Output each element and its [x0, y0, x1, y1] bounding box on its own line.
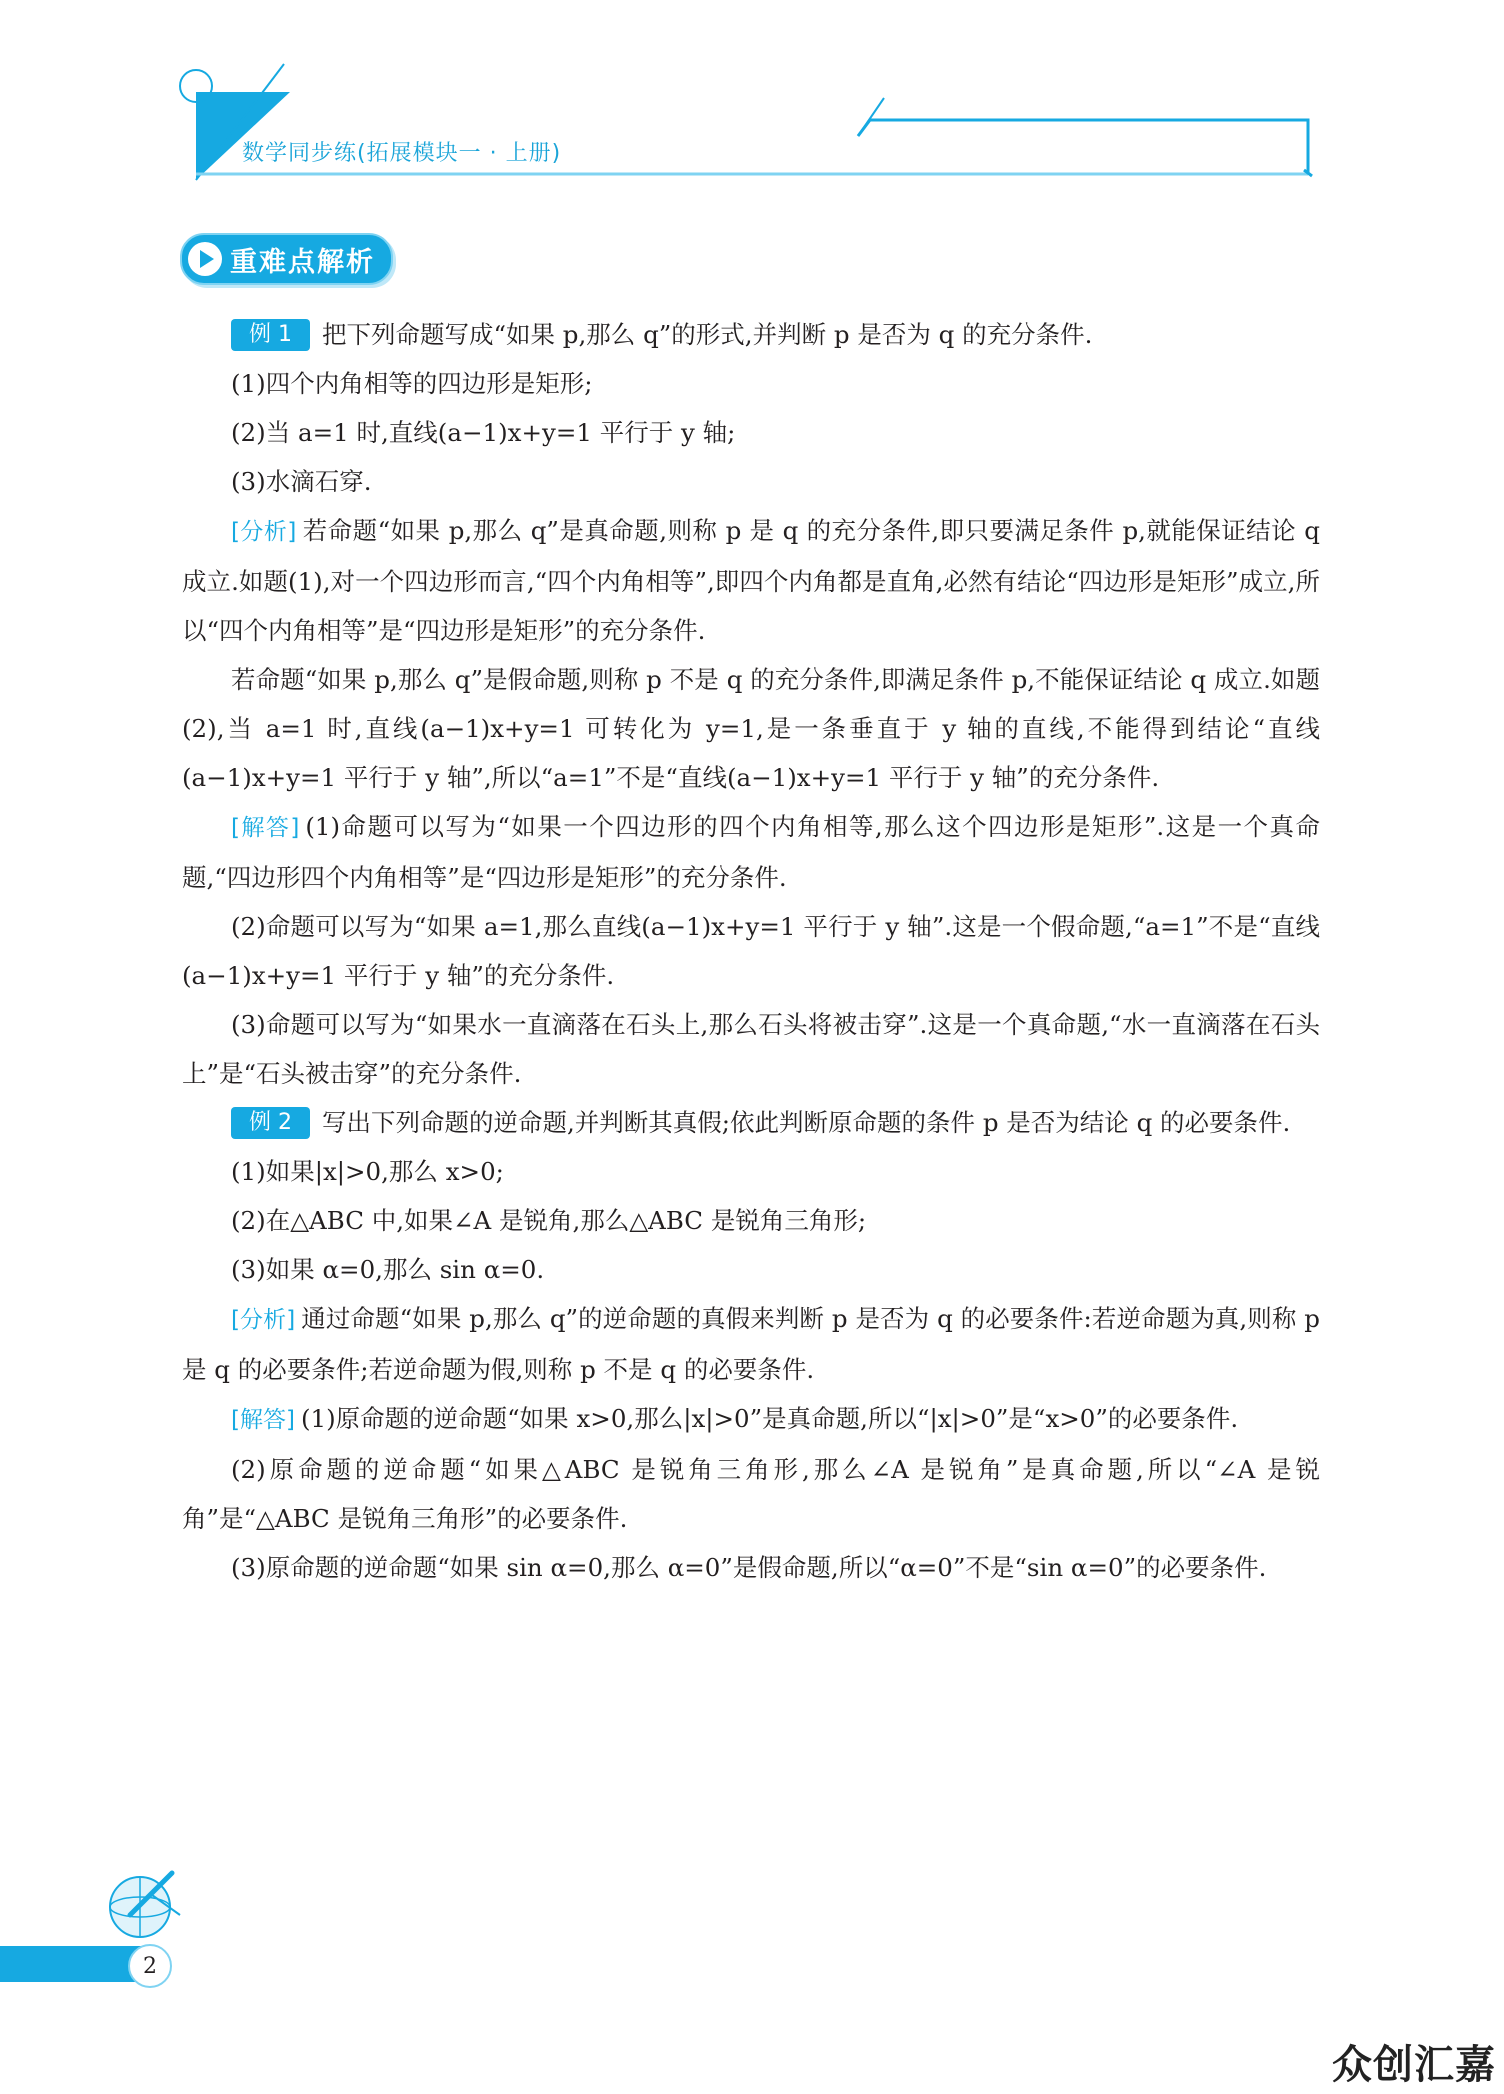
answer-tag: [解答] [231, 815, 300, 841]
example1-question [182, 310, 1320, 359]
example1-answer-3: (3)命题可以写为“如果水一直滴落在石头上,那么石头将被击穿”.这是一个真命题,“水一直滴落在石头上”是“石头被击穿”的充分条件. [182, 1010, 1320, 1088]
example2-answer-2: (2)原命题的逆命题“如果△ABC 是锐角三角形,那么∠A 是锐角”是真命题,所以“∠A 是锐角”是“△ABC 是锐角三角形”的必要条件. [182, 1455, 1320, 1533]
example2-answer-3: (3)原命题的逆命题“如果 sin α=0,那么 α=0”是假命题,所以“α=0”不是“sin α=0”的必要条件. [231, 1553, 1267, 1582]
section-pill [180, 233, 393, 285]
example1-answer-1 [182, 802, 1320, 902]
example1-analysis-1-text: 若命题“如果 p,那么 q”是真命题,则称 p 是 q 的充分条件,即只要满足条件 p,就能保证结论 q 成立.如题(1),对一个四边形而言,“四个内角相等”,即四个内角都是直角,必然有结论“四边形是矩形”成立,所以“四个内角相等”是“四边形是矩形”的充分条件. [182, 516, 1320, 645]
example1-answer-2: (2)命题可以写为“如果 a=1,那么直线(a−1)x+y=1 平行于 y 轴”.这是一个假命题,“a=1”不是“直线(a−1)x+y=1 平行于 y 轴”的充分条件. [182, 912, 1320, 990]
example1-analysis-1 [182, 506, 1320, 655]
example1-badge: 例 1 [231, 319, 310, 351]
example2-question [182, 1098, 1320, 1147]
example2-item-2: (2)在△ABC 中,如果∠A 是锐角,那么△ABC 是锐角三角形; [231, 1206, 867, 1235]
globe-telescope-icon [100, 1855, 190, 1945]
answer-tag: [解答] [231, 1407, 295, 1433]
play-icon [188, 242, 222, 276]
example2-item-1: (1)如果|x|>0,那么 x>0; [231, 1157, 504, 1186]
example2-analysis-1 [182, 1294, 1320, 1394]
example2-item-3: (3)如果 α=0,那么 sin α=0. [231, 1255, 545, 1284]
example2-answer-1-text: (1)原命题的逆命题“如果 x>0,那么|x|>0”是真命题,所以“|x|>0”是“x>0”的必要条件. [300, 1404, 1239, 1433]
example1-item-3: (3)水滴石穿. [231, 467, 372, 496]
watermark: 众创汇嘉 [1332, 2042, 1496, 2088]
example1-item-2: (2)当 a=1 时,直线(a−1)x+y=1 平行于 y 轴; [231, 418, 736, 447]
analysis-tag: [分析] [231, 519, 297, 545]
example2-badge: 例 2 [231, 1107, 310, 1139]
example1-answer-1-text: (1)命题可以写为“如果一个四边形的四个内角相等,那么这个四边形是矩形”.这是一个真命题,“四边形四个内角相等”是“四边形是矩形”的充分条件. [182, 812, 1320, 892]
analysis-tag: [分析] [231, 1307, 296, 1333]
page-content [182, 310, 1320, 1592]
section-heading [180, 234, 393, 284]
section-title: 重难点解析 [230, 246, 375, 278]
page-number: 2 [128, 1944, 172, 1988]
header-decoration [0, 0, 1504, 200]
example2-question-text: 写出下列命题的逆命题,并判断其真假;依此判断原命题的条件 p 是否为结论 q 的必要条件. [322, 1108, 1291, 1137]
book-title: 数学同步练(拓展模块一 · 上册) [242, 141, 562, 166]
example1-question-text: 把下列命题写成“如果 p,那么 q”的形式,并判断 p 是否为 q 的充分条件. [322, 320, 1093, 349]
example1-analysis-2: 若命题“如果 p,那么 q”是假命题,则称 p 不是 q 的充分条件,即满足条件 p,不能保证结论 q 成立.如题(2),当 a=1 时,直线(a−1)x+y=1 可转化为 y=1,是一条垂直于 y 轴的直线,不能得到结论“直线(a−1)x+y=1 平行于 y 轴”,所以“a=1”不是“直线(a−1)x+y=1 平行于 y 轴”的充分条件. [182, 665, 1320, 792]
example2-analysis-1-text: 通过命题“如果 p,那么 q”的逆命题的真假来判断 p 是否为 q 的必要条件:若逆命题为真,则称 p 是 q 的必要条件;若逆命题为假,则称 p 不是 q 的必要条件. [182, 1304, 1320, 1384]
example2-answer-1 [182, 1394, 1320, 1445]
example1-item-1: (1)四个内角相等的四边形是矩形; [231, 369, 593, 398]
